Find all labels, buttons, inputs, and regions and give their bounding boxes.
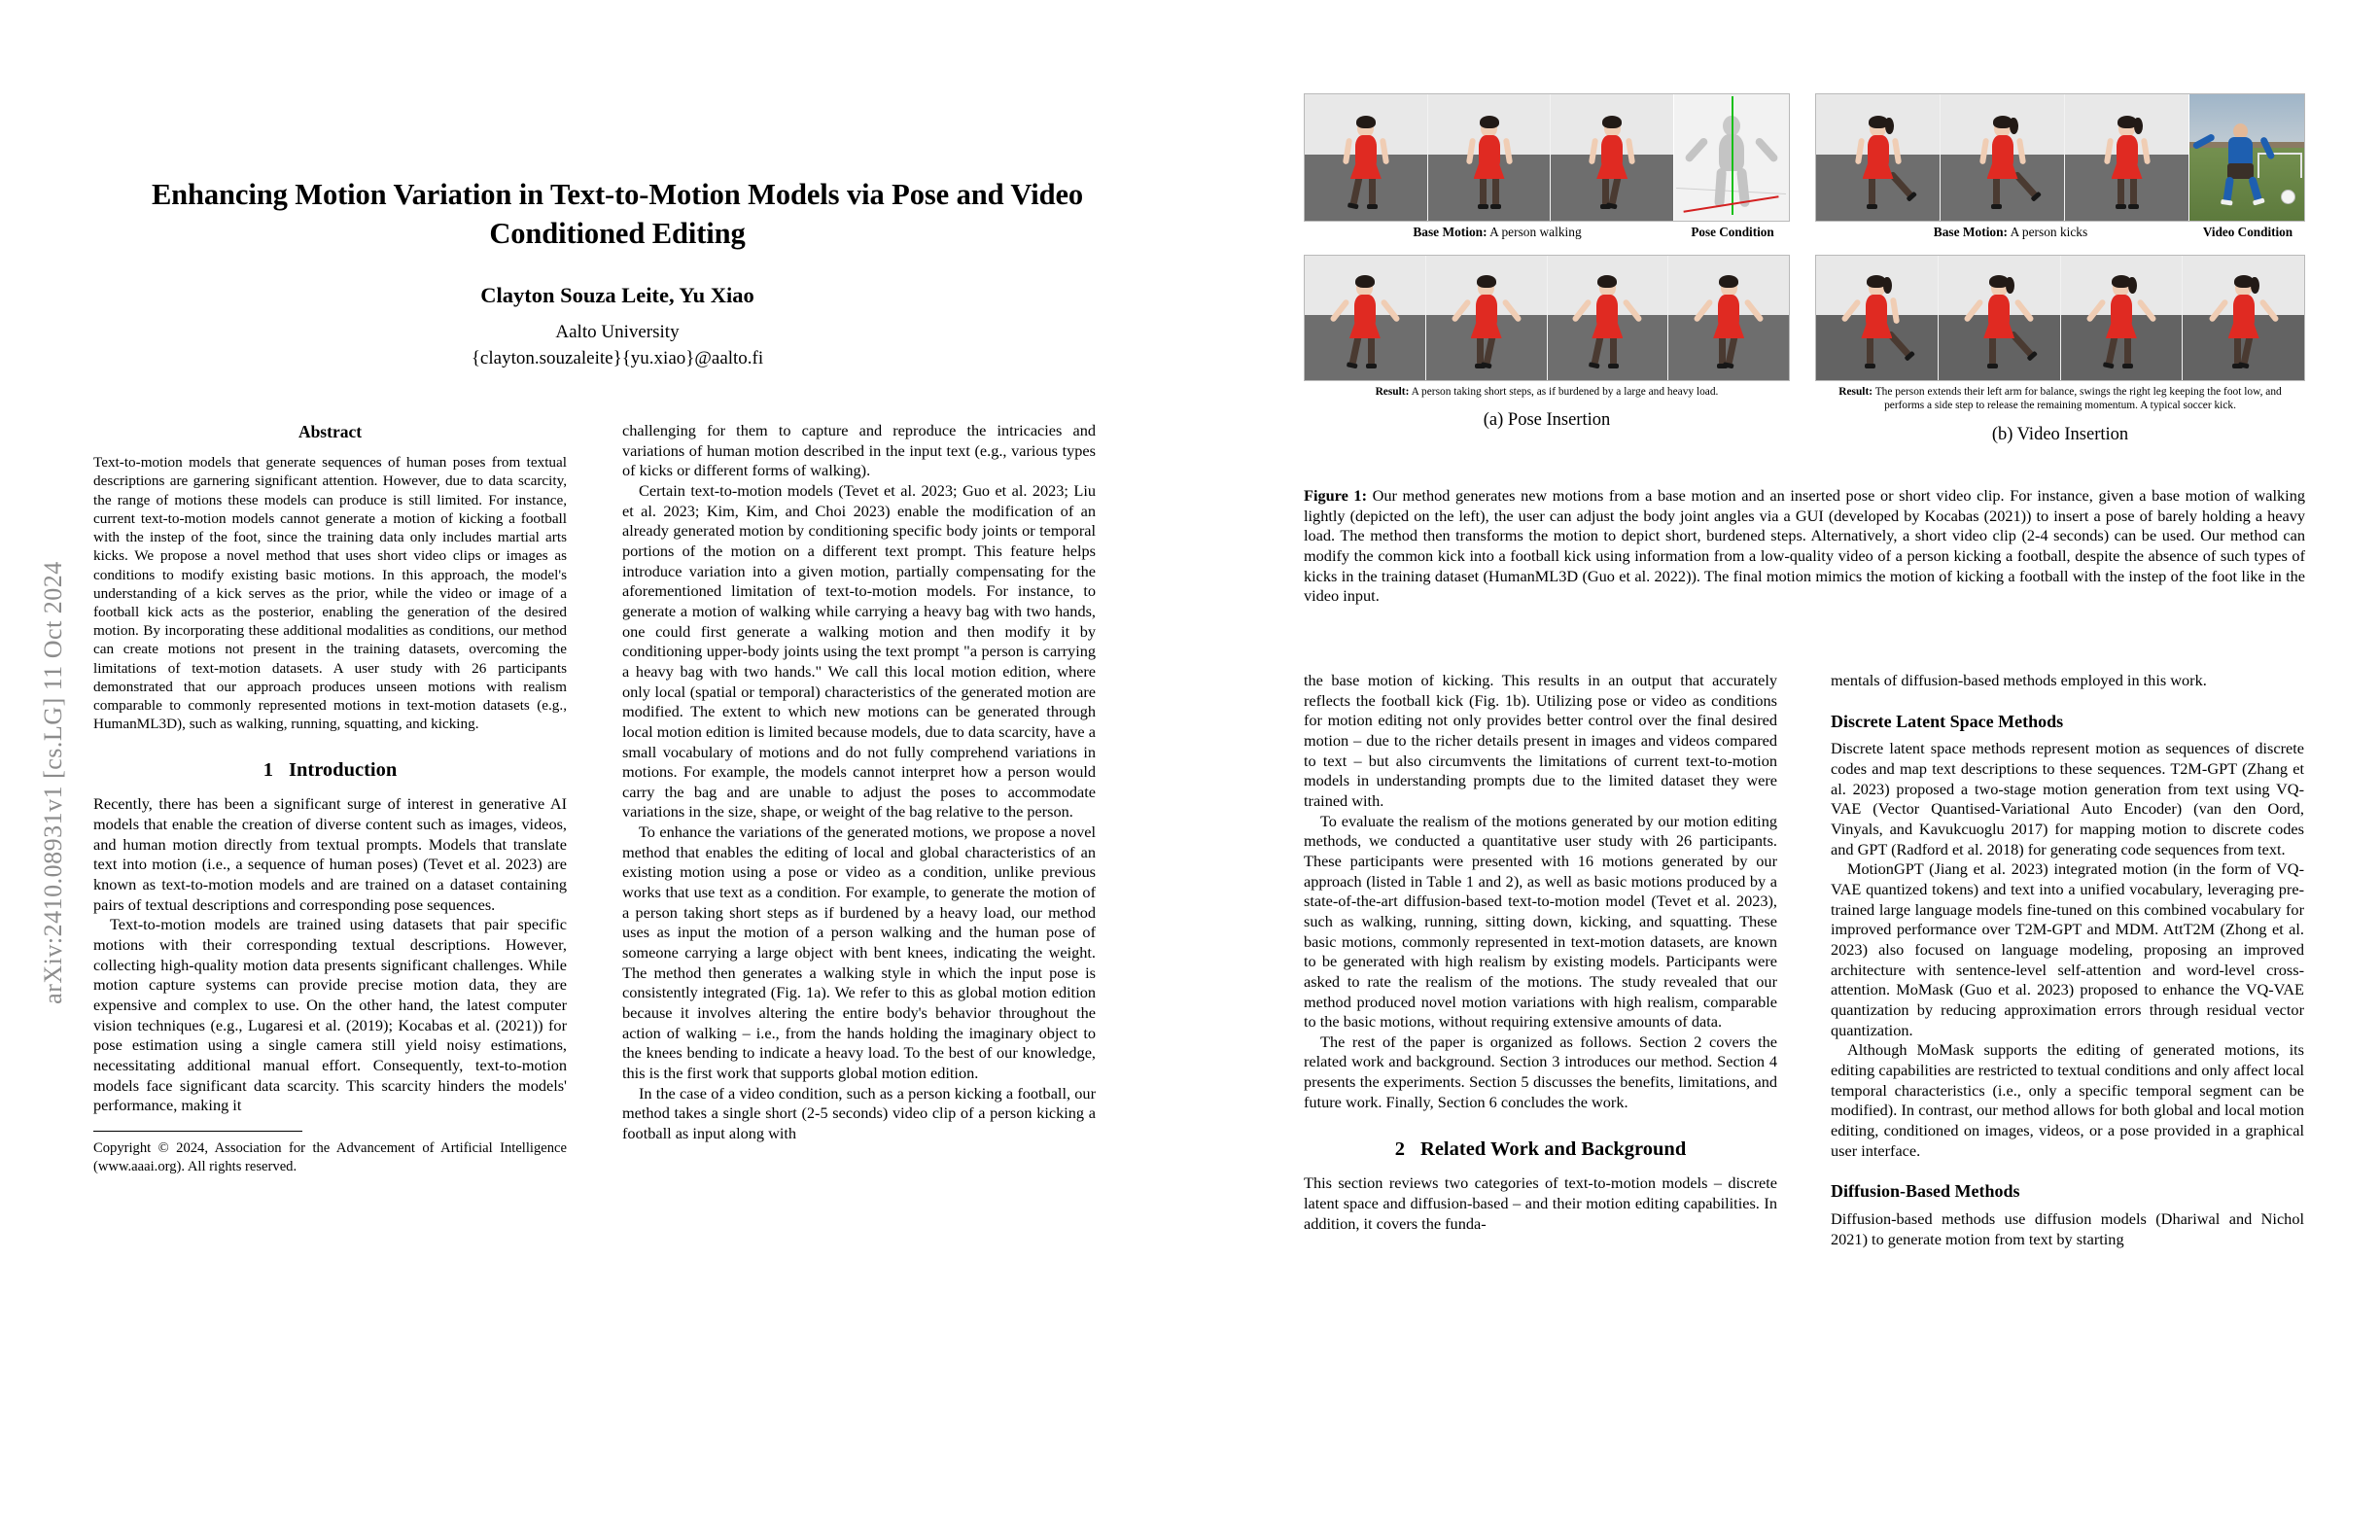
- paragraph: To evaluate the realism of the motions generated by our motion editing methods, we conducted a quantitative user study with 26 participants. These participants were presented with 16 motions generated by our approach (listed in Table 1 and 2), as well as basic motions produced by a state-of-the-art diffusion-based text-to-motion model (Tevet et al. 2023), such as walking, running, sitting down, kicking, and squatting. These basic motions, commonly represented in text-motion datasets, are known to be generated with high realism by existing models. Participants were asked to rate the realism of the motions. The study revealed that our method produced novel motion variations with high realism, comparable to the basic motions, without requiring extensive amounts of data.: [1304, 811, 1777, 1032]
- leg-left: [1349, 174, 1363, 206]
- avatar-soccer-kick: [2102, 278, 2141, 368]
- motion-frame: [1941, 94, 2065, 221]
- hair: [1597, 275, 1617, 288]
- figure-caption-label: Figure 1:: [1304, 486, 1367, 505]
- arm-left: [1684, 137, 1709, 164]
- base-motion-strip-walking: [1304, 93, 1790, 222]
- figure-1: [1304, 93, 2305, 445]
- column-right-2: [1831, 671, 2304, 1249]
- shoe: [1490, 204, 1501, 209]
- motion-frame: [1668, 256, 1789, 380]
- hair: [1719, 275, 1738, 288]
- hair: [1989, 275, 2009, 288]
- section-heading-related-work: [1304, 1138, 1777, 1163]
- leg-left: [1348, 333, 1362, 366]
- motion-frame: [1551, 94, 1673, 221]
- paragraph: Discrete latent space methods represent motion as sequences of discrete codes and map text descriptions to these sequences. T2M-GPT (Zhang et al. 2023) proposed a two-stage motion generation from text using VQ-VAE (Vector Quantised-Variational Auto Encoder) (van den Oord, Vinyals, and Kavukcuoglu 2017) for mapping motion to discrete codes and GPT (Radford et al. 2018) for generating code sequences from text.: [1831, 739, 2304, 858]
- result-label-bold: Result:: [1375, 385, 1410, 398]
- paragraph: Recently, there has been a significant surge of interest in generative AI models that enable the creation of diverse content such as images, videos, and human motion directly from textual prompts. Models that translate text into motion (i.e., a sequence of human poses) (Tevet et al. 2023) are known as text-to-motion models and are trained on a dataset containing pairs of textual descriptions and corresponding pose sequences.: [93, 794, 567, 914]
- avatar-burdened: [1467, 278, 1506, 368]
- arm-right: [1626, 138, 1635, 165]
- base-motion-label: [1815, 225, 2190, 240]
- section-number: 1: [262, 759, 273, 782]
- avatar-burdened: [1588, 278, 1627, 368]
- leg-left: [1592, 333, 1605, 366]
- section-title: Introduction: [288, 759, 398, 782]
- leg-left: [2234, 334, 2241, 366]
- leg-left: [1993, 175, 2000, 206]
- figure-caption-text: Our method generates new motions from a base motion and an inserted pose or short video clip. For instance, given a base motion of walking lightly (depicted on the left), the user can adjust the body joint angles via a GUI (developed by Kocabas (2021)) to insert a pose of barely holding a heavy load. The method then transforms the motion to depict short, burdened steps. Alternatively, a short video clip (2-4 seconds) can be used. Our method can modify the common kick into a football kick using information from a low-quality video of a person kicking a football, despite the absence of such types of kicks in the training dataset (HumanML3D (Guo et al. 2022)). The final motion mimics the motion of kicking a football with the instep of the foot like in the video input.: [1304, 486, 2305, 606]
- abstract-heading: Abstract: [298, 422, 363, 441]
- motion-frame: [1428, 94, 1552, 221]
- motion-frame: [1426, 256, 1548, 380]
- base-motion-label-text: A person walking: [1487, 225, 1582, 239]
- hair: [2112, 275, 2131, 288]
- hair: [1477, 275, 1496, 288]
- shoe: [2116, 204, 2126, 209]
- leg-left: [2105, 333, 2118, 366]
- base-motion-label-bold: Base Motion:: [1413, 225, 1488, 239]
- avatar-kicking: [1859, 119, 1898, 208]
- leg-left: [1989, 334, 1996, 366]
- hair: [1355, 275, 1375, 288]
- leg-right: [1368, 334, 1375, 366]
- arm-left: [2103, 138, 2113, 165]
- shoe: [1608, 364, 1619, 368]
- subfigure-caption-b: (b) Video Insertion: [1991, 424, 2129, 444]
- hair: [2234, 275, 2254, 288]
- paragraph: This section reviews two categories of text-to-motion models – discrete latent space and diffusion-based – and their motion editing capabilities. In addition, it covers the funda-: [1304, 1173, 1777, 1233]
- arm-right: [1754, 137, 1779, 164]
- subsection-heading-diffusion-based: Diffusion-Based Methods: [1831, 1181, 2020, 1202]
- leg-left: [2222, 177, 2234, 203]
- result-strip-kicking: [1815, 255, 2305, 381]
- leg-right: [1492, 175, 1499, 206]
- subfigure-pose-insertion: [1304, 93, 1790, 445]
- title-block: [88, 175, 1147, 369]
- footnote-rule: [93, 1131, 302, 1132]
- result-frames-kicking: [1816, 256, 2304, 380]
- result-caption-a: [1304, 381, 1790, 399]
- leg-right: [2240, 333, 2254, 366]
- arm-right: [2140, 138, 2150, 165]
- avatar-soccer-kick: [1857, 278, 1896, 368]
- figure-caption-paragraph: [1304, 486, 2305, 607]
- subsection-heading-discrete-latent: Discrete Latent Space Methods: [1831, 711, 2064, 731]
- arm-left: [1589, 138, 1598, 165]
- result-label-bold: Result:: [1838, 385, 1873, 398]
- arxiv-stamp: arXiv:2410.08931v1 [cs.LG] 11 Oct 2024: [39, 561, 67, 1004]
- paragraph: the base motion of kicking. This results in an output that accurately reflects the football kick (Fig. 1b). Utilizing pose or video as conditions for motion editing not only provides better control over the final desired motion – due to the richer details present in images and videos compared to text – but also circumvents the limitations of current text-to-motion models in understanding prompts due to the limited dataset they were trained with.: [1304, 671, 1777, 810]
- subfigure-video-insertion: [1815, 93, 2305, 445]
- paragraph: Although MoMask supports the editing of generated motions, its editing capabilities are restricted to textual conditions and only affect local temporal characteristics (i.e., only a specific temporal segment can be modified). In contrast, our method allows for both global and local motion editing, conditioned on images, videos, or a pose provided in a graphical user interface.: [1831, 1040, 2304, 1160]
- paper-title-line1: Enhancing Motion Variation in Text-to-Motion Models via Pose and Video: [151, 178, 1084, 211]
- hair: [1993, 116, 2012, 128]
- leg-right: [1609, 174, 1623, 206]
- leg-right: [2130, 175, 2137, 206]
- section-number: 2: [1394, 1138, 1406, 1161]
- affiliation: Aalto University: [555, 321, 680, 342]
- motion-frames-kicking: [1816, 94, 2188, 221]
- arm-right: [1502, 138, 1512, 165]
- base-motion-caption-a: [1304, 222, 1790, 242]
- avatar-soccer-kick: [2224, 278, 2263, 368]
- column-middle: [622, 421, 1096, 1144]
- figure-row: [1304, 93, 2305, 445]
- footnote-text: Copyright © 2024, Association for the Advancement of Artificial Intelligence (www.aaai.org). All rights reserved.: [93, 1140, 567, 1174]
- email-line: {clayton.souzaleite}{yu.xiao}@aalto.fi: [471, 347, 764, 368]
- jersey: [2228, 137, 2253, 166]
- boot: [2221, 199, 2233, 206]
- motion-frame: [1816, 256, 1939, 380]
- base-motion-caption-b: [1815, 222, 2305, 242]
- pose-condition-label: Pose Condition: [1691, 225, 1774, 240]
- motion-frames-walking: [1305, 94, 1673, 221]
- leg-left: [2118, 175, 2124, 206]
- arm-right: [1891, 138, 1901, 165]
- result-caption-b: [1815, 381, 2305, 413]
- paragraph: MotionGPT (Jiang et al. 2023) integrated motion (in the form of VQ-VAE quantized tokens) and text into a unified vocabulary, leveraging pre-trained large language models fine-tuned on this combined vocabulary for improved performance over T2M-GPT and MDM. AttT2M (Zhong et al. 2023) also focused on language modeling, proposing an improved architecture with sentence-level self-attention and word-level cross-attention. MoMask (Guo et al. 2023) proposed to enhance the VQ-VAE quantization by reducing approximation errors through residual vector quantization.: [1831, 859, 2304, 1039]
- paragraph: Diffusion-based methods use diffusion models (Dhariwal and Nichol 2021) to generate motion from text by starting: [1831, 1209, 2304, 1248]
- leg-left: [1480, 175, 1487, 206]
- paragraph: In the case of a video condition, such as a person kicking a football, our method takes a single short (2-5 seconds) video clip of a person kicking a football as input along with: [622, 1083, 1096, 1142]
- arm-left: [1465, 138, 1475, 165]
- hair: [2118, 116, 2137, 128]
- avatar-kicking: [1983, 119, 2022, 208]
- hair: [1356, 116, 1376, 128]
- result-label-text: The person extends their left arm for balance, swings the right leg keeping the foot low, and performs a side step to release the remaining momentum. A typical soccer kick.: [1872, 385, 2282, 412]
- arm-right: [1890, 298, 1900, 325]
- result-label-text: A person taking short steps, as if burdened by a large and heavy load.: [1409, 385, 1719, 398]
- arm-left: [1978, 138, 1988, 165]
- avatar-kicking: [2108, 119, 2147, 208]
- arm-right: [2015, 138, 2025, 165]
- motion-frame: [1939, 256, 2061, 380]
- leg-left: [1477, 334, 1484, 366]
- abstract-body: [93, 453, 567, 733]
- soccer-player: [2218, 137, 2262, 205]
- result-frames-walking: [1305, 256, 1789, 380]
- axis-y: [1732, 96, 1733, 215]
- shoe: [1478, 204, 1488, 209]
- section-title: Related Work and Background: [1420, 1138, 1687, 1161]
- motion-frame: [1816, 94, 1941, 221]
- avatar-burdened: [1709, 278, 1748, 368]
- motion-frame: [1548, 256, 1669, 380]
- hair: [1867, 275, 1886, 288]
- footnote-copyright: [93, 1139, 567, 1175]
- motion-frame: [1305, 94, 1428, 221]
- leg-right: [1483, 333, 1496, 366]
- paragraph: Text-to-motion models are trained using datasets that pair specific motions with their corresponding textual descriptions. However, collecting high-quality motion data presents significant challenges. While motion capture systems can provide precise motion data, they are expensive and complex to use. On the other hand, the latest computer vision techniques (e.g., Lugaresi et al. (2019); Kocabas et al. (2021)) for pose estimation using a single camera still yield noisy estimations, necessitating additional manual effort. Consequently, text-to-motion models face significant data scarcity. This scarcity hinders the models' performance, making it: [93, 915, 567, 1115]
- motion-frame: [2061, 256, 2184, 380]
- result-strip-walking: [1304, 255, 1790, 381]
- section-heading-introduction: [93, 758, 567, 784]
- shoe: [2122, 364, 2133, 368]
- shoe: [1991, 204, 2002, 209]
- avatar-burdened: [1346, 278, 1384, 368]
- paragraph: The rest of the paper is organized as follows. Section 2 covers the related work and background. Section 3 introduces our method. Section 4 presents the experiments. Section 5 discusses the benefits, limitations, and future work. Finally, Section 6 concludes the work.: [1304, 1032, 1777, 1111]
- shoe: [1865, 364, 1875, 368]
- column-left: [93, 421, 567, 1175]
- shoe: [1367, 204, 1378, 209]
- shoe: [1867, 204, 1877, 209]
- hair: [1602, 116, 1622, 128]
- leg-right: [1610, 334, 1617, 366]
- football: [2281, 190, 2295, 204]
- base-motion-strip-kicking: [1815, 93, 2305, 222]
- leg-right: [1726, 333, 1739, 366]
- shoe: [1366, 364, 1377, 368]
- figure-1-caption: [1304, 486, 2305, 607]
- shoe: [1987, 364, 1998, 368]
- paragraph: Certain text-to-motion models (Tevet et al. 2023; Guo et al. 2023; Liu et al. 2023; Kim, Kim, and Choi 2023) enable the modification of an already generated motion by conditioning specific body joints or temporal portions of the motion on a different text prompt. This feature helps introduce variation into a given motion, partially compensating for the aforementioned limitation of text-to-motion models. For instance, to generate a motion of walking while carrying a heavy bag with two hands, one could first generate a walking motion and then modify it by conditioning upper-body joints using the text prompt "a person is carrying a heavy bag with two hands." We call this local motion edition, where only local (spatial or temporal) characteristics of the generated motion are modified. The extent to which new motions can be generated through local motion edition is limited because models, due to data scarcity, have a small vocabulary of motions and do not fully comprehend variations in motions. For example, the models cannot interpret how a person would carry the bag and are unable to adjust the poses to accommodate variations in the size, shape, or weight of the bag relative to the person.: [622, 480, 1096, 822]
- video-condition-panel: [2188, 94, 2304, 221]
- base-motion-label-bold: Base Motion:: [1933, 225, 2009, 239]
- page-title: [88, 175, 1147, 254]
- leg-left: [1867, 334, 1873, 366]
- paper-title-line2: Conditioned Editing: [489, 217, 746, 251]
- paragraph: challenging for them to capture and reproduce the intricacies and variations of human motion described in the input text (e.g., various types of kicks or different forms of walking).: [622, 421, 1096, 480]
- leg-right: [2124, 334, 2131, 366]
- motion-frame: [2183, 256, 2304, 380]
- avatar-soccer-kick: [1979, 278, 2018, 368]
- goal-post: [2258, 153, 2302, 178]
- paragraph: To enhance the variations of the generated motions, we propose a novel method that enables the editing of local and global characteristics of an existing motion using a pose or video as a condition, unlike previous works that use text as a condition. For example, to generate the motion of a person taking short steps as if burdened by a heavy load, our method uses as input the motion of a person walking and the human pose of someone carrying a large object with bent knees, indicating the weight. The method then generates a walking style in which the input pose is consistently integrated (Fig. 1a). We refer to this as global motion edition because it involves altering the entire body's behavior throughout the action of walking – i.e., from the hands holding the imaginary object to the knees bending to indicate a heavy load. To the best of our knowledge, this is the first work that supports global motion edition.: [622, 822, 1096, 1082]
- avatar-walking: [1592, 119, 1631, 208]
- leg-left: [1869, 175, 1875, 206]
- pose-condition-panel: [1673, 94, 1789, 221]
- video-condition-label: Video Condition: [2202, 225, 2293, 240]
- paragraph: mentals of diffusion-based methods employed in this work.: [1831, 671, 2207, 689]
- hair: [1869, 116, 1888, 128]
- arm-left: [1343, 138, 1352, 165]
- hair: [1480, 116, 1499, 128]
- column-right-1: [1304, 671, 1777, 1234]
- leg-right: [1369, 175, 1376, 206]
- base-motion-label: [1304, 225, 1675, 240]
- arm-right: [1380, 138, 1389, 165]
- author-list: Clayton Souza Leite, Yu Xiao: [480, 282, 754, 307]
- abstract-paragraph: Text-to-motion models that generate sequences of human poses from textual descriptions are garnering significant attention. However, due to data scarcity, the range of motions these models can produce is still limited. For instance, current text-to-motion models cannot generate a motion of kicking a football with the instep of the foot, since the training data only includes martial arts kicks. We propose a novel method that uses short video clips or images as conditions to modify existing basic motions. In this approach, the model's understanding of a kick serves as the prior, while the video or image of a football kick acts as the posterior, enabling the generation of the desired motion. By incorporating these additional modalities as conditions, our method can create motions not present in the training datasets, overcoming the limitations of text-motion datasets. A user study with 26 participants demonstrated that our approach produces unseen motions with realism comparable to commonly represented motions in text-motion datasets (e.g., HumanML3D), such as walking, running, squatting, and kicking.: [93, 454, 567, 733]
- arm-left: [1854, 138, 1864, 165]
- leg-right: [2248, 176, 2262, 202]
- base-motion-label-text: A person kicks: [2008, 225, 2088, 239]
- avatar-walking: [1470, 119, 1509, 208]
- shoe: [2128, 204, 2139, 209]
- subfigure-caption-a: (a) Pose Insertion: [1483, 410, 1611, 431]
- motion-frame: [2065, 94, 2188, 221]
- leg-left: [1714, 168, 1727, 208]
- avatar-walking: [1347, 119, 1385, 208]
- motion-frame: [1305, 256, 1426, 380]
